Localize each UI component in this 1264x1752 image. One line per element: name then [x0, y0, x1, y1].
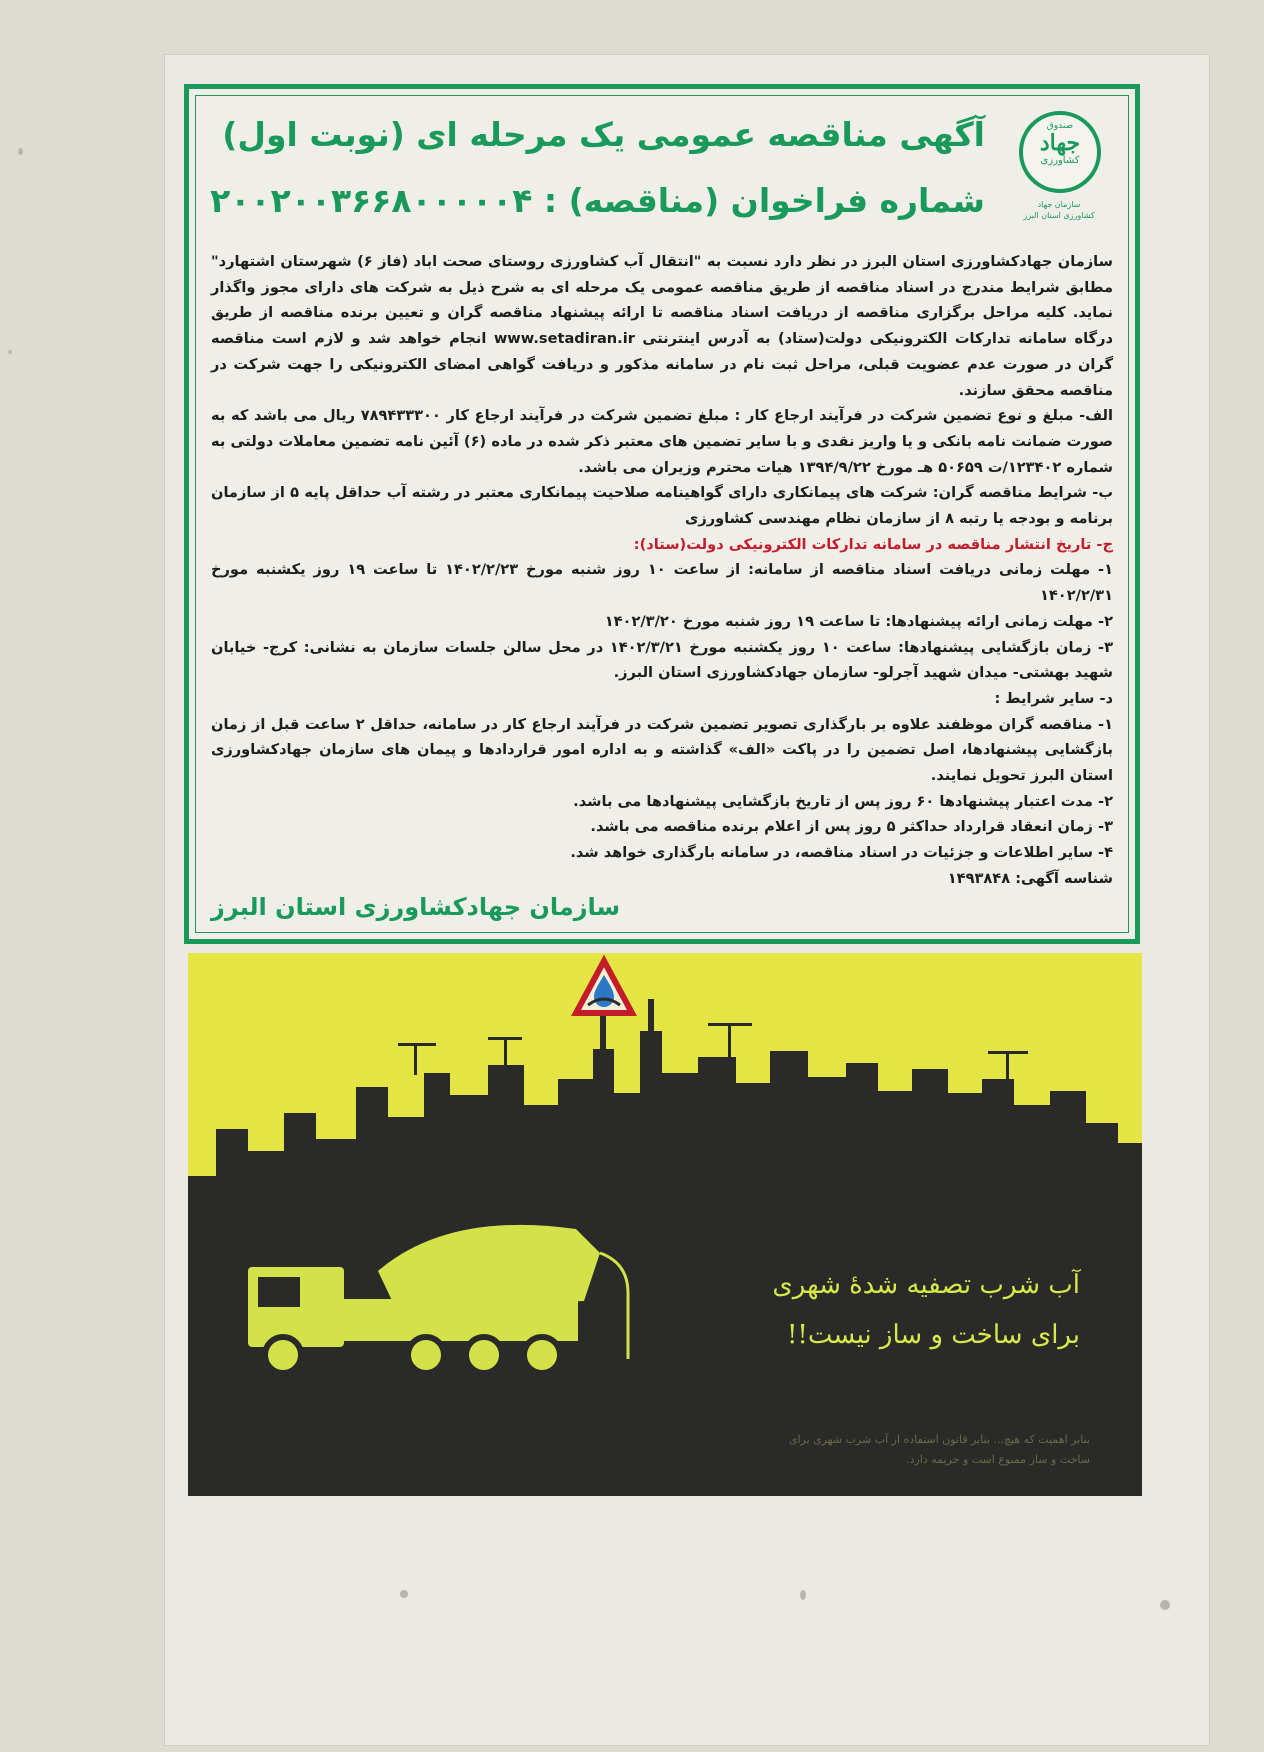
paper-speck — [8, 350, 12, 354]
slogan-line-1: آب شرب تصفیه شدهٔ شهری — [772, 1270, 1080, 1300]
poster-disclaimer: بنابر اهمیت که هیچ... بنابر قانون استفاده از آب شرب شهری برای ساخت و ساز ممنوع است و جریمه دارد. — [788, 1433, 1090, 1466]
jahad-keshavarzi-logo — [1019, 111, 1101, 193]
section-c-item: ۳- زمان بازگشایی پیشنهادها: ساعت ۱۰ روز یکشنبه مورخ ۱۴۰۲/۳/۲۱ در محل سالن جلسات سازمان به نشانی: کرج- خیابان شهید بهشتی- میدان شهید آجرلو- سازمان جهادکشاورزی استان البرز. — [211, 638, 1113, 682]
ad-title: آگهی مناقصه عمومی یک مرحله ای (نوبت اول) — [222, 115, 985, 154]
ad-body — [211, 249, 1113, 892]
crane-mast — [414, 1043, 417, 1075]
call-number: شماره فراخوان (مناقصه) : ۲۰۰۲۰۰۳۶۶۸۰۰۰۰۰۴ — [210, 181, 985, 220]
paper-speck — [800, 1590, 806, 1600]
poster-artwork — [188, 953, 1142, 1496]
section-d-item: ۲- مدت اعتبار پیشنهادها ۶۰ روز پس از تاریخ بازگشایی پیشنهادها می باشد. — [573, 792, 1113, 810]
logo-sub-text: کشاورزی — [1040, 155, 1080, 166]
section-d-item: ۱- مناقصه گران موظفند علاوه بر بارگذاری تصویر تضمین شرکت در فرآیند ارجاع کار در سامانه، حداقل ۲ ساعت قبل از زمان بازگشایی پیشنهادها، اصل تضمین را در پاکت «الف» گذاشته و به اداره امور قراردادها و پیمان های سازمان جهادکشاورزی استان البرز تحویل نمایند. — [211, 715, 1113, 785]
paper-speck — [400, 1590, 408, 1598]
section-b: ب- شرایط مناقصه گران: شرکت های پیمانکاری دارای گواهینامه صلاحیت پیمانکاری معتبر در رشته آب حداقل پایه ۵ از سازمان برنامه و بودجه یا رتبه ۸ از سازمان نظام مهندسی کشاورزی — [211, 484, 1113, 528]
logo-caption: سازمان جهاد کشاورزی استان البرز — [1023, 200, 1095, 220]
section-c-item: ۱- مهلت زمانی دریافت اسناد مناقصه از سامانه: از ساعت ۱۰ روز شنبه مورخ ۱۴۰۲/۲/۲۳ تا ساعت ۱۹ روز یکشنبه مورخ ۱۴۰۲/۲/۳۱ — [211, 561, 1113, 605]
organization-signature: سازمان جهادکشاورزی استان البرز — [211, 893, 621, 921]
section-a: الف- مبلغ و نوع تضمین شرکت در فرآیند ارجاع کار : مبلغ تضمین شرکت در فرآیند ارجاع کار ۷۸۹۴۳۳۳۰۰ ریال می باشد که به صورت ضمانت نامه بانکی و یا واریز نقدی و با سایر تضمین های معتبر ذکر شده در ماده (۶) آئین نامه تضمین معاملات دولتی به شماره ۱۲۳۴۰۲/ت ۵۰۶۵۹ هـ مورخ ۱۳۹۴/۹/۲۲ هیات محترم وزیران می باشد. — [211, 407, 1114, 476]
slogan-line-2: برای ساخت و ساز نیست!! — [786, 1320, 1080, 1350]
paper-speck — [1160, 1600, 1170, 1610]
section-c-heading: ج- تاریخ انتشار مناقصه در سامانه تدارکات الکترونیکی دولت(ستاد): — [633, 535, 1113, 553]
logo-top-text: صندوق — [1046, 121, 1074, 131]
logo-main-text: جهاد — [1039, 130, 1081, 156]
poster-slogan — [772, 1260, 1080, 1360]
section-d-heading: د- سایر شرایط : — [994, 689, 1113, 707]
intro-paragraph: سازمان جهادکشاورزی استان البرز در نظر دارد نسبت به "انتقال آب کشاورزی روستای صحت اباد (فاز ۶) شهرستان اشتهارد" مطابق شرایط مندرج در اسناد مناقصه از طریق مناقصه عمومی یک مرحله ای به شرح ذیل به شرکت های دارای مجوز واگذار نماید. کلیه مراحل برگزاری مناقصه از دریافت اسناد مناقصه تا ارائه پیشنهاد مناقصه گران و تعیین برنده مناقصه از طریق درگاه سامانه تدارکات الکترونیکی دولت(ستاد) به آدرس اینترنتی www.setadiran.ir انجام خواهد شد و لازم است مناقصه گران در صورت عدم عضویت قبلی، مراحل ثبت نام در سامانه مذکور و دریافت گواهی امضای الکترونیکی را جهت شرکت در مناقصه محقق سازند. — [211, 253, 1113, 399]
ad-id: شناسه آگهی: ۱۴۹۳۸۴۸ — [947, 869, 1113, 887]
section-c-item: ۲- مهلت زمانی ارائه پیشنهادها: تا ساعت ۱۹ روز شنبه مورخ ۱۴۰۲/۳/۲۰ — [604, 612, 1113, 630]
water-awareness-poster — [188, 953, 1142, 1496]
paper-speck — [18, 148, 23, 155]
crane-mast — [1006, 1051, 1009, 1081]
section-d-item: ۳- زمان انعقاد قرارداد حداکثر ۵ روز پس از اعلام برنده مناقصه می باشد. — [590, 818, 1113, 836]
section-d-item: ۴- سایر اطلاعات و جزئیات در اسناد مناقصه، در سامانه بارگذاری خواهد شد. — [570, 844, 1113, 862]
crane-mast — [504, 1037, 507, 1067]
crane-mast — [728, 1023, 731, 1059]
tender-ad — [184, 84, 1140, 944]
